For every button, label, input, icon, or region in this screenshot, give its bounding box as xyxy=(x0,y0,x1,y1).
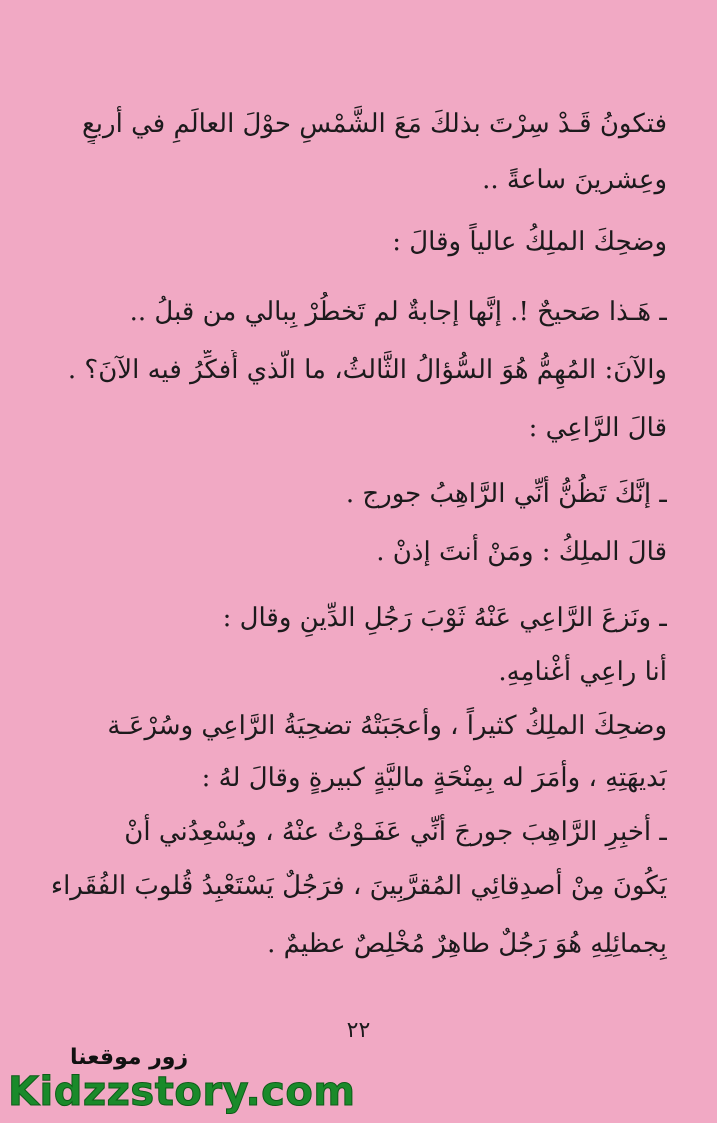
text-line: وعِشرينَ ساعةً .. xyxy=(482,165,667,195)
text-line: وضحِكَ الملِكُ كثيراً ، وأعجَبَتْهُ تضحِيَةُ الرَّاعِي وسُرْعَـة xyxy=(107,711,667,741)
text-line: وضحِكَ الملِكُ عالياً وقالَ : xyxy=(392,227,667,257)
text-line: بِجمائِلِهِ هُوَ رَجُلٌ طاهِرٌ مُخْلِصٌ عظيمٌ . xyxy=(267,929,667,959)
text-line: أنا راعِي أغْنامِهِ. xyxy=(498,657,667,687)
text-line: ـ إنَّكَ تَظُنُّ أنِّي الرَّاهِبُ جورج . xyxy=(345,479,667,509)
text-line: يَكُونَ مِنْ أصدِقائِي المُقرَّبِينَ ، فرَجُلٌ يَسْتَعْبِدُ قُلوبَ الفُقَراء xyxy=(50,871,667,901)
text-line: بَديهَتِهِ ، وأمَرَ له بِمِنْحَةٍ ماليَّةٍ كبيرةٍ وقالَ لهُ : xyxy=(201,763,667,793)
text-line: ـ أخبِرِ الرَّاهِبَ جورجَ أنِّي عَفَـوْتُ عنْهُ ، ويُسْعِدُني أنْ xyxy=(124,817,667,847)
watermark-site-logo: Kidzzstory.com xyxy=(8,1069,356,1115)
text-line: ـ ونَزعَ الرَّاعِي عَنْهُ ثَوْبَ رَجُلِ الدِّينِ وقال : xyxy=(222,603,667,633)
watermark-visit-text: زور موقعنا xyxy=(70,1045,189,1070)
text-line: ـ هَـذا صَحيحٌ !. إنَّها إجابةٌ لم تَخطُرْ بِبالي من قبلُ .. xyxy=(129,297,667,327)
text-line: فتكونُ قَـدْ سِرْتَ بذلكَ مَعَ الشَّمْسِ حوْلَ العالَمِ في أربعٍ xyxy=(81,109,667,139)
text-line: قالَ الملِكُ : ومَنْ أنتَ إذنْ . xyxy=(376,537,667,567)
page-number: ٢٢ xyxy=(346,1018,371,1043)
text-line: قالَ الرَّاعِي : xyxy=(528,413,667,443)
text-line: والآنَ: المُهِمُّ هُوَ السُّؤالُ الثَّالثُ، ما الَّذي أُفكِّرُ فيه الآنَ؟ . xyxy=(67,355,667,385)
